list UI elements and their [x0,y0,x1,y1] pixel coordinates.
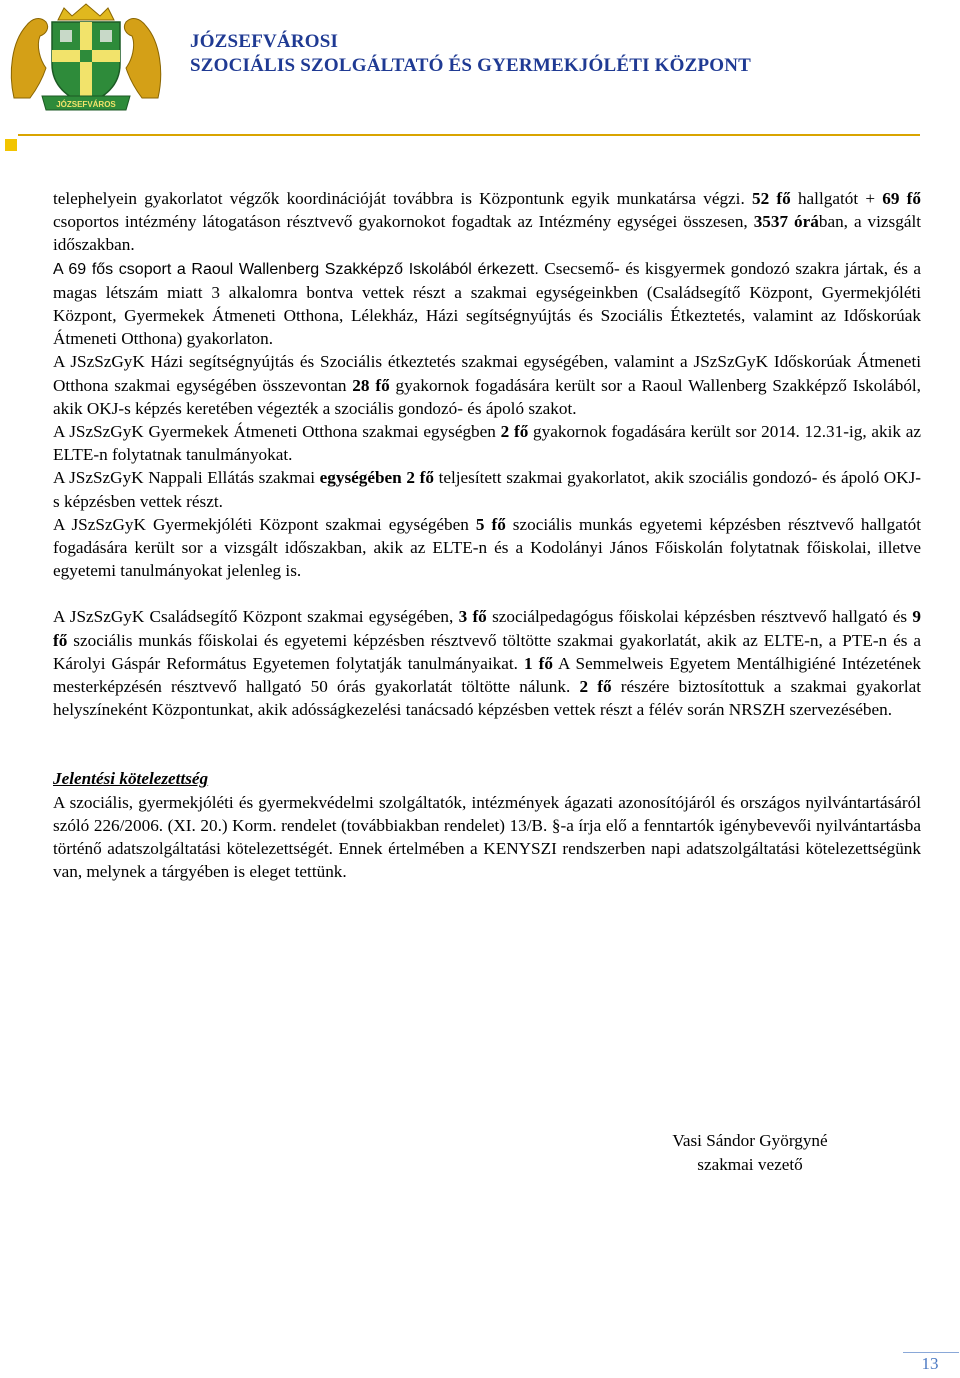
page-number: 13 [921,1354,939,1373]
crest-banner-text: JÓZSEFVÁROS [56,100,116,109]
paragraph-home-care: A JSzSzGyK Házi segítségnyújtás és Szociális étkeztetés szakmai egységében, valamint a JSzSzGyK Időskorúak Átmeneti Otthona szakmai egységében összevontan 28 fő gyakornok fogadására került sor a Raoul Wallenberg Szakképző Iskolából, akik OKJ-s képzés keretében végezték a szociális gondozó- és ápoló szakot. [53,352,921,418]
paragraph-children-home: A JSzSzGyK Gyermekek Átmeneti Otthona szakmai egységben 2 fő gyakornok fogadására került sor 2014. 12.31-ig, akik az ELTE-n folytatnak tanulmányokat. [53,422,921,465]
organization-name [190,30,751,78]
paragraph-day-care: A JSzSzGyK Nappali Ellátás szakmai egységében 2 fő teljesített szakmai gyakorlatot, akik szociális gondozó- és ápoló OKJ-s képzésben vettek részt. [53,468,921,511]
paragraph-group-visit: A 69 fős csoport a Raoul Wallenberg Szakképző Iskolából érkezett. Csecsemő- és kisgyermek gondozó szakra jártak, és a magas létszám miatt 3 alkalomra bontva vettek részt a szakmai egységeinkben (Családsegítő Központ, Gyermekjóléti Központ, Gyermekek Átmeneti Otthona, Lélekház, Házi segítségnyújtás és Szociális Étkeztetés, valamint az Időskorúak Átmeneti Otthona) gyakorlaton. [53,258,922,349]
signature-block [652,1129,848,1177]
footer-rule [903,1352,959,1353]
signatory-role: szakmai vezető [697,1155,803,1174]
paragraph-family-support: A JSzSzGyK Családsegítő Központ szakmai egységében, 3 fő szociálpedagógus főiskolai képzésben résztvevő hallgató és 9 fő szociális munkás főiskolai és egyetemi képzésben résztvevő töltötte szakmai gyakorlatát, akik az ELTE-n, a PTE-n és a Károlyi Gáspár Református Egyetemen folytatják tanulmányaikat. 1 fő A Semmelweis Egyetem Mentálhigiéné Intézetének mesterképzésén résztvevő hallgató 50 órás gyakorlatát töltötte nálunk. 2 fő részére biztosítottuk a szakmai gyakorlat helyszíneként Központunkat, akik adósságkezelési tanácsadó képzésben vettek részt a félév során NRSZH szervezésében. [53,607,922,720]
header-rule-square [5,139,17,151]
paragraph-child-welfare: A JSzSzGyK Gyermekjóléti Központ szakmai egységében 5 fő szociális munkás egyetemi képzésben résztvevő hallgatót fogadására került sor a vizsgált időszakban, akik az ELTE-n és a Kodolányi János Főiskolán folytatnak főiskolai, illetve egyetemi tanulmányokat jelenleg is. [53,514,921,581]
page-header [0,0,960,150]
spacer [53,582,921,605]
spacer [53,721,921,767]
org-name-line2: SZOCIÁLIS SZOLGÁLTATÓ ÉS GYERMEKJÓLÉTI KÖZPONT [190,55,752,76]
paragraph-students-count: telephelyein gyakorlatot végzők koordinációját továbbra is Központunk egyik munkatársa végzi. 52 fő hallgatót + 69 fő csoportos intézmény látogatáson résztvevő gyakornokot fogadtak az Intézmény egységei összesen, 3537 órában, a vizsgált időszakban. [53,189,922,255]
signatory-name: Vasi Sándor Györgyné [672,1131,828,1150]
document-body [53,187,921,883]
header-rule [18,134,920,136]
coat-of-arms-icon [6,2,166,114]
org-name-line1: JÓZSEFVÁROSI [190,31,339,52]
section-heading: Jelentési kötelezettség [53,769,209,789]
paragraph-reporting-obligation: A szociális, gyermekjóléti és gyermekvédelmi szolgáltatók, intézmények ágazati azonosítójáról és országos nyilvántartásáról szóló 226/2006. (XI. 20.) Korm. rendelet (továbbiakban rendelet) 13/B. §-a írja elő a fenntartók igénybevevői nyilvántartásba történő adatszolgáltatási kötelezettségét. Ennek értelmében a KENYSZI rendszerben napi adatszolgáltatási kötelezettségünk van, melynek a tárgyében is eleget tettünk. [53,792,921,882]
